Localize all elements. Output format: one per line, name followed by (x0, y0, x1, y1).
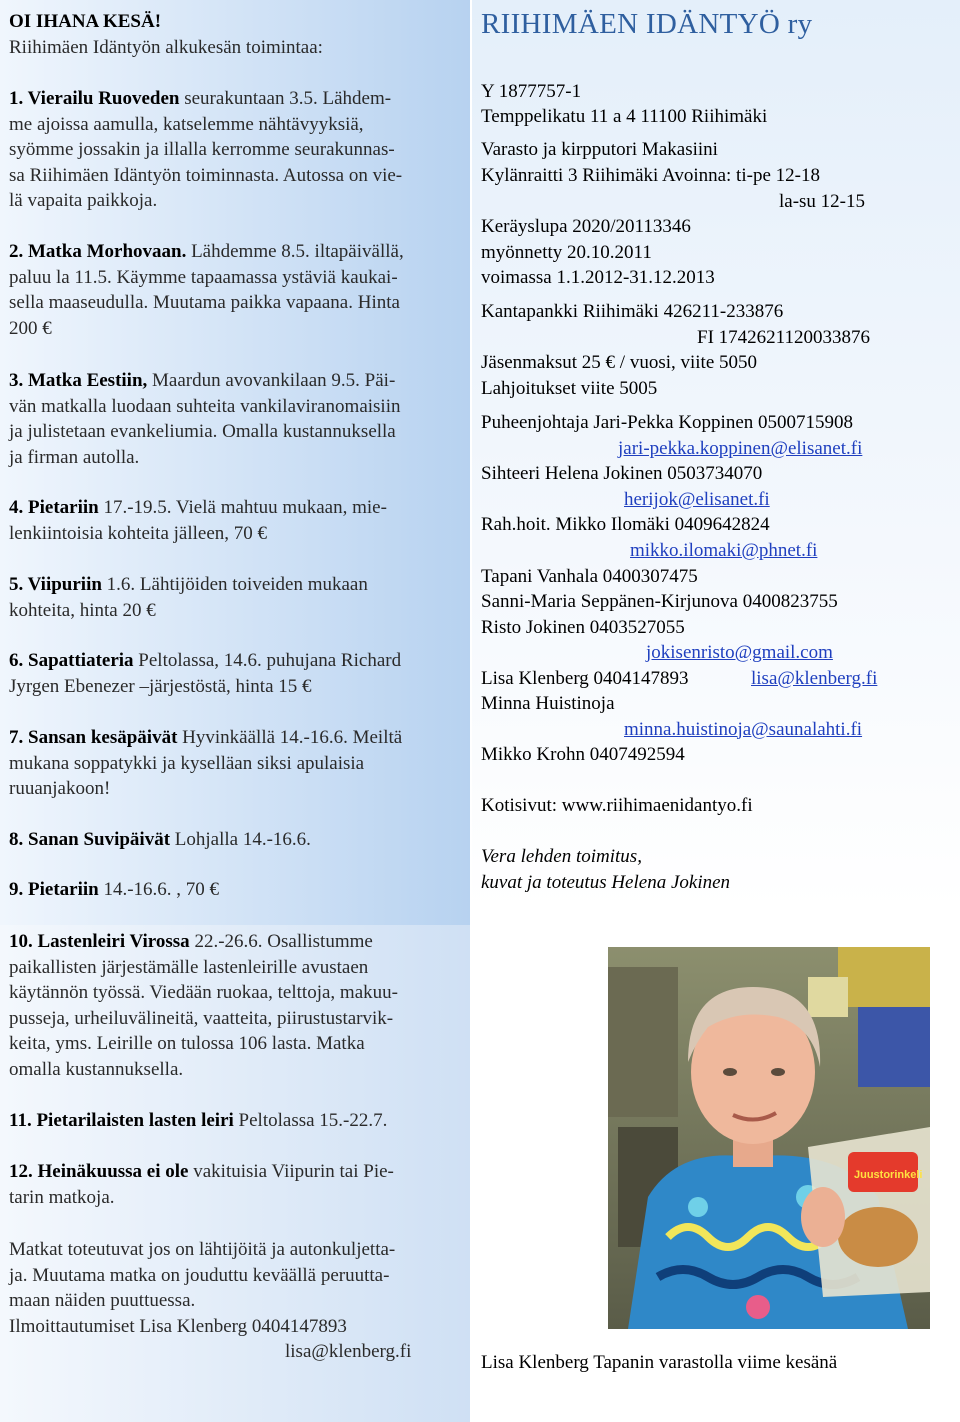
collection-permit: Keräyslupa 2020/20113346 (481, 216, 691, 237)
footer-email: lisa@klenberg.fi (285, 1341, 412, 1362)
list-item-2 (9, 239, 404, 265)
footer-text: maan näiden puuttuessa. (9, 1290, 196, 1311)
footer-text: ja. Muutama matka on jouduttu keväällä peruutta- (9, 1264, 390, 1286)
photo-caption: Lisa Klenberg Tapanin varastolla viime kesänä (481, 1352, 838, 1373)
list-item-10 (9, 929, 373, 955)
item-title: 9. Pietariin (9, 879, 99, 900)
permit-valid: voimassa 1.1.2012-31.12.2013 (481, 267, 715, 288)
klenberg-email-link[interactable]: lisa@klenberg.fi (751, 667, 878, 689)
item-title: 10. Lastenleiri Virossa (9, 931, 190, 952)
item-text: 200 € (9, 317, 52, 339)
business-id: Y 1877757-1 (481, 81, 582, 102)
item-title: 3. Matka Eestiin, (9, 370, 148, 391)
article-heading: OI IHANA KESÄ! (9, 11, 162, 32)
jokinen-email-link[interactable]: jokisenristo@gmail.com (646, 642, 833, 663)
item-text: Peltolassa 15.-22.7. (233, 1110, 388, 1131)
member-krohn: Mikko Krohn 0407492594 (481, 744, 685, 765)
item-text: Lohjalla 14.-16.6. (170, 829, 311, 850)
member-seppanen: Sanni-Maria Seppänen-Kirjunova 0400823755 (481, 591, 838, 612)
article-subheading: Riihimäen Idäntyön alkukesän toimintaa: (9, 37, 323, 58)
chairman: Puheenjohtaja Jari-Pekka Koppinen 0500715908 (481, 412, 854, 433)
photo-illustration (608, 947, 930, 1329)
member-huistinoja: Minna Huistinoja (481, 693, 615, 714)
list-item-12 (9, 1159, 394, 1185)
editorial-credit: kuvat ja toteutus Helena Jokinen (481, 871, 731, 893)
treasurer-email-link[interactable]: mikko.ilomaki@phnet.fi (630, 540, 818, 561)
item-text: Peltolassa, 14.6. puhujana Richard (133, 650, 402, 671)
membership-fee: Jäsenmaksut 25 € / vuosi, viite 5050 (481, 352, 758, 373)
item-text: ja firman autolla. (9, 446, 140, 468)
bag-label: Juustorinkeli (854, 1169, 923, 1181)
donations: Lahjoitukset viite 5005 (481, 378, 658, 399)
item-text: seurakuntaan 3.5. Lähdem- (179, 88, 392, 109)
item-text: mukana soppatykki ja kyselläan siksi apulaisia (9, 752, 365, 774)
item-text: me ajoissa aamulla, katselemme nähtävyyksiä, (9, 113, 364, 135)
list-item-4 (9, 495, 387, 521)
item-title: 2. Matka Morhovaan. (9, 241, 187, 262)
item-text: Lähdemme 8.5. iltapäivällä, (186, 241, 404, 262)
member-jokinen: Risto Jokinen 0403527055 (481, 616, 685, 638)
item-text: 17.-19.5. Vielä mahtuu mukaan, mie- (98, 497, 387, 518)
item-title: 5. Viipuriin (9, 574, 102, 595)
item-title: 11. Pietarilaisten lasten leiri (9, 1110, 234, 1131)
item-text: ruuanjakoon! (9, 778, 111, 799)
item-text: käytännön työssä. Viedään ruokaa, telttoja, makuu- (9, 982, 398, 1003)
list-item-9 (9, 877, 219, 903)
item-title: 1. Vierailu Ruoveden (9, 88, 180, 109)
item-title: 6. Sapattiateria (9, 650, 134, 671)
editorial-credit: Vera lehden toimitus, (481, 846, 642, 867)
item-text: paikallisten järjestämälle lastenleirille avustaen (9, 956, 369, 978)
item-text: sa Riihimäen Idäntyön toiminnasta. Autossa on vie- (9, 164, 403, 186)
warehouse-address: Kylänraitti 3 Riihimäki Avoinna: ti-pe 12-18 (481, 165, 820, 186)
item-text: tarin matkoja. (9, 1186, 115, 1208)
footer-text: Ilmoittautumiset Lisa Klenberg 0404147893 (9, 1315, 347, 1337)
secretary-email-link[interactable]: herijok@elisanet.fi (624, 489, 770, 510)
chairman-email-link[interactable]: jari-pekka.koppinen@elisanet.fi (618, 438, 863, 459)
item-text: paluu la 11.5. Käymme tapaamassa ystäviä kaukai- (9, 266, 398, 288)
website: Kotisivut: www.riihimaenidantyo.fi (481, 795, 753, 816)
list-item-3 (9, 368, 395, 394)
treasurer-text: Rah.hoit. Mikko Ilomäki 0409642824 (481, 514, 770, 535)
item-text: Hyvinkäällä 14.-16.6. Meiltä (177, 727, 403, 748)
item-title: 4. Pietariin (9, 497, 99, 518)
item-text: ja julistetaan evankeliumia. Omalla kustannuksella (9, 421, 396, 442)
item-text: vän matkalla luodaan suhteita vankilaviranomaisiin (9, 395, 401, 417)
permit-granted: myönnetty 20.10.2011 (481, 241, 652, 263)
list-item-8 (9, 827, 311, 853)
item-text: 22.-26.6. Osallistumme (189, 931, 373, 952)
iban: FI 1742621120033876 (697, 327, 870, 348)
item-text: Maardun avovankilaan 9.5. Päi- (147, 370, 396, 391)
address: Temppelikatu 11 a 4 11100 Riihimäki (481, 106, 768, 127)
footer-text: Matkat toteutuvat jos on lähtijöitä ja autonkuljetta- (9, 1239, 396, 1260)
list-item-6 (9, 648, 401, 674)
item-text: sella maaseudulla. Muutama paikka vapaana. Hinta (9, 292, 400, 313)
item-text: keita, yms. Leirille on tulossa 106 lasta. Matka (9, 1033, 365, 1054)
item-text: 14.-16.6. , 70 € (98, 879, 220, 900)
bank-account: Kantapankki Riihimäki 426211-233876 (481, 301, 784, 322)
item-title: 12. Heinäkuussa ei ole (9, 1161, 189, 1182)
opening-hours-weekend: la-su 12-15 (779, 190, 866, 212)
list-item-5 (9, 572, 368, 598)
item-title: 8. Sanan Suvipäivät (9, 829, 171, 850)
list-item-7 (9, 725, 402, 751)
item-text: 1.6. Lähtijöiden toiveiden mukaan (101, 574, 368, 595)
photo-lisa-klenberg (608, 947, 930, 1329)
item-title: 7. Sansan kesäpäivät (9, 727, 178, 748)
huistinoja-email-link[interactable]: minna.huistinoja@saunalahti.fi (624, 718, 863, 740)
warehouse-name: Varasto ja kirpputori Makasiini (481, 139, 718, 160)
item-text: syömme jossakin ja illalla kerromme seurakunnas- (9, 139, 395, 160)
item-text: lenkiintoisia kohteita jälleen, 70 € (9, 522, 268, 544)
member-vanhala: Tapani Vanhala 0400307475 (481, 565, 698, 587)
item-text: Jyrgen Ebenezer –järjestöstä, hinta 15 € (9, 675, 312, 697)
list-item-1 (9, 86, 391, 112)
list-item-11 (9, 1108, 387, 1134)
item-text: kohteita, hinta 20 € (9, 599, 156, 621)
organization-name: RIIHIMÄEN IDÄNTYÖ ry (481, 8, 813, 40)
item-text: vakituisia Viipurin tai Pie- (188, 1161, 394, 1182)
secretary: Sihteeri Helena Jokinen 0503734070 (481, 463, 763, 484)
item-text: lä vapaita paikkoja. (9, 190, 158, 211)
treasurer (481, 512, 770, 538)
item-text: pusseja, urheiluvälineitä, vaatteita, piirustustarvik- (9, 1007, 394, 1029)
item-text: omalla kustannuksella. (9, 1058, 184, 1080)
member-klenberg: Lisa Klenberg 0404147893 (481, 667, 689, 689)
